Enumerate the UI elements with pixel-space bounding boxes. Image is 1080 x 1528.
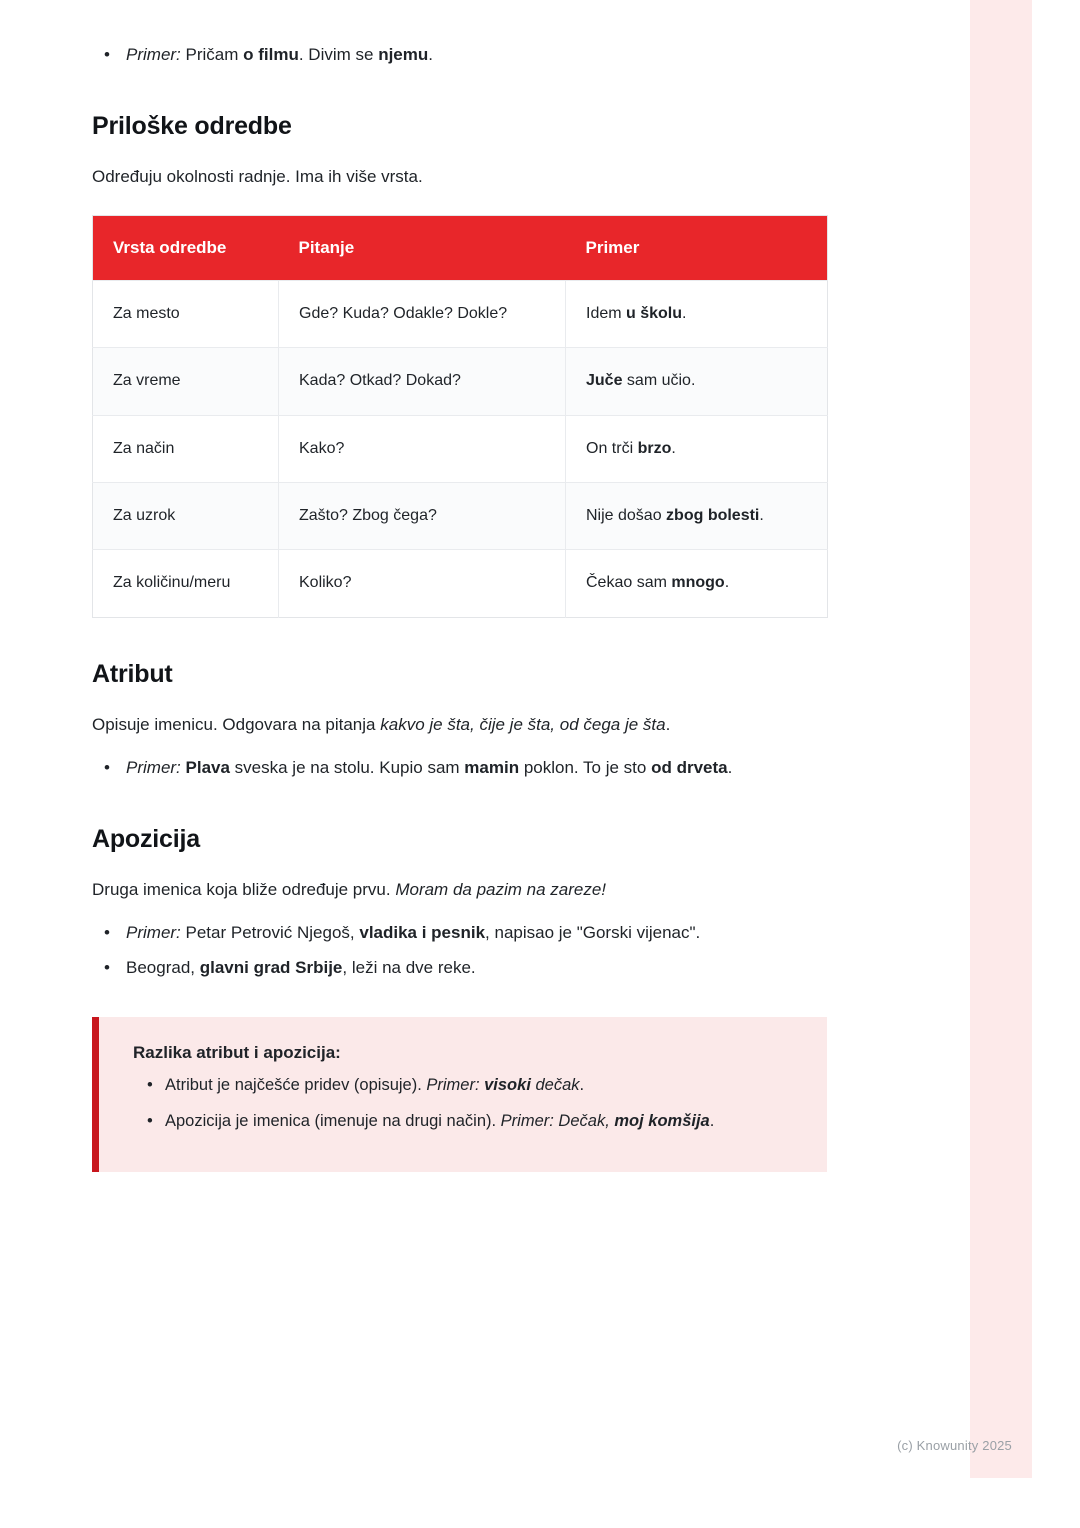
section-heading-priloske: Priloške odredbe — [92, 111, 292, 140]
primer-post: . — [724, 574, 730, 592]
example-text-2: poklon. To je sto — [519, 757, 652, 777]
callout-text-1: Atribut je najčešće pridev (opisuje). — [165, 1076, 427, 1095]
apozicija-bullet-list — [92, 918, 852, 984]
example-text-3: . — [428, 45, 433, 64]
example-text-2: . Divim se — [298, 45, 379, 64]
primer-post: . — [759, 506, 764, 524]
list-item — [122, 953, 852, 983]
example-text-1: Petar Petrović Njegoš, — [180, 922, 360, 942]
section-heading-apozicija: Apozicija — [92, 824, 200, 853]
example-bold-2: njemu — [378, 45, 429, 64]
primer-bold: mnogo — [671, 574, 725, 592]
primer-post: . — [671, 439, 676, 457]
intro-italic: kakvo je šta, čije je šta, od čega je šta — [380, 714, 666, 734]
example-bold-1: Plava — [185, 757, 230, 777]
table-row — [93, 550, 828, 617]
primer-bold: u školu — [626, 304, 683, 322]
section-intro-atribut — [92, 711, 852, 739]
page-side-stripe — [970, 0, 1032, 1478]
example-text-1: Beograd, — [126, 958, 200, 978]
column-header-primer: Primer — [566, 215, 828, 280]
column-header-vrsta: Vrsta odredbe — [93, 215, 279, 280]
table-row — [93, 482, 828, 549]
table-header — [93, 215, 828, 280]
callout-italic-1: Primer: — [426, 1076, 485, 1095]
cell-primer — [566, 415, 828, 482]
footer-credit: (c) Knowunity 2025 — [897, 1438, 1012, 1453]
example-bold-1: vladika i pesnik — [359, 922, 486, 942]
list-item — [165, 1071, 797, 1099]
cell-primer — [566, 482, 828, 549]
section-heading-atribut: Atribut — [92, 659, 173, 688]
cell-vrsta: Za način — [93, 415, 279, 482]
example-text-1: Pričam — [180, 45, 244, 64]
example-text-2: , napisao je "Gorski vijenac". — [485, 922, 701, 942]
cell-pitanje: Zašto? Zbog čega? — [279, 482, 566, 549]
cell-primer — [566, 280, 828, 347]
list-item — [122, 918, 852, 948]
cell-pitanje: Gde? Kuda? Odakle? Dokle? — [279, 280, 566, 347]
callout-italic-2: dečak — [530, 1076, 580, 1095]
example-bold-1: glavni grad Srbije — [199, 958, 343, 978]
column-header-pitanje: Pitanje — [279, 215, 566, 280]
example-bold-1: o filmu — [243, 45, 299, 64]
table-row — [93, 280, 828, 347]
callout-list — [133, 1071, 797, 1136]
example-text-3: . — [727, 757, 733, 777]
callout-title — [133, 1043, 797, 1063]
primer-post: . — [682, 304, 687, 322]
table-row — [93, 415, 828, 482]
callout-title-post: : — [335, 1043, 341, 1063]
callout-text-2: . — [709, 1112, 715, 1131]
callout-razlika — [92, 1017, 827, 1172]
table-header-row — [93, 215, 828, 280]
atribut-bullet-list — [92, 753, 852, 783]
list-item — [122, 40, 852, 70]
example-bold-2: mamin — [464, 757, 520, 777]
intro-italic: Moram da pazim na zareze! — [395, 879, 607, 899]
example-label: Primer: — [126, 757, 181, 777]
example-label: Primer: — [126, 922, 181, 942]
example-text-2: , leži na dve reke. — [342, 958, 476, 978]
primer-bold: zbog bolesti — [666, 506, 760, 524]
callout-bolditalic-1: moj komšija — [614, 1112, 710, 1131]
intro-pre: Opisuje imenicu. Odgovara na pitanja — [92, 714, 381, 734]
primer-bold: brzo — [637, 439, 672, 457]
intro-post: . — [665, 714, 671, 734]
callout-text-2: . — [579, 1076, 585, 1095]
cell-primer — [566, 550, 828, 617]
intro-pre: Druga imenica koja bliže određuje prvu. — [92, 879, 396, 899]
cell-primer — [566, 348, 828, 415]
table-row — [93, 348, 828, 415]
cell-vrsta: Za vreme — [93, 348, 279, 415]
document-content — [92, 40, 852, 1172]
callout-title-bold: Razlika atribut i apozicija — [133, 1043, 336, 1063]
list-item — [122, 753, 852, 783]
primer-pre: Nije došao — [586, 506, 667, 524]
priloske-odredbe-table — [92, 215, 828, 618]
table-body — [93, 280, 828, 617]
primer-pre: On trči — [586, 439, 638, 457]
example-text-1: sveska je na stolu. Kupio sam — [229, 757, 465, 777]
callout-bolditalic-1: visoki — [484, 1076, 531, 1095]
cell-vrsta: Za uzrok — [93, 482, 279, 549]
cell-vrsta: Za mesto — [93, 280, 279, 347]
primer-pre: Idem — [586, 304, 627, 322]
cell-vrsta: Za količinu/meru — [93, 550, 279, 617]
cell-pitanje: Kako? — [279, 415, 566, 482]
section-intro-priloske: Određuju okolnosti radnje. Ima ih više vrsta. — [92, 166, 423, 186]
top-bullet-list — [92, 40, 852, 70]
list-item — [165, 1107, 797, 1135]
callout-text-1: Apozicija je imenica (imenuje na drugi način). — [165, 1112, 501, 1131]
primer-bold: Juče — [586, 372, 623, 390]
primer-pre: Čekao sam — [586, 574, 672, 592]
example-label: Primer: — [126, 45, 181, 64]
example-bold-3: od drveta — [651, 757, 728, 777]
section-intro-apozicija — [92, 876, 852, 904]
cell-pitanje: Koliko? — [279, 550, 566, 617]
cell-pitanje: Kada? Otkad? Dokad? — [279, 348, 566, 415]
primer-post: sam učio. — [622, 372, 696, 390]
callout-italic-1: Primer: Dečak, — [500, 1112, 615, 1131]
